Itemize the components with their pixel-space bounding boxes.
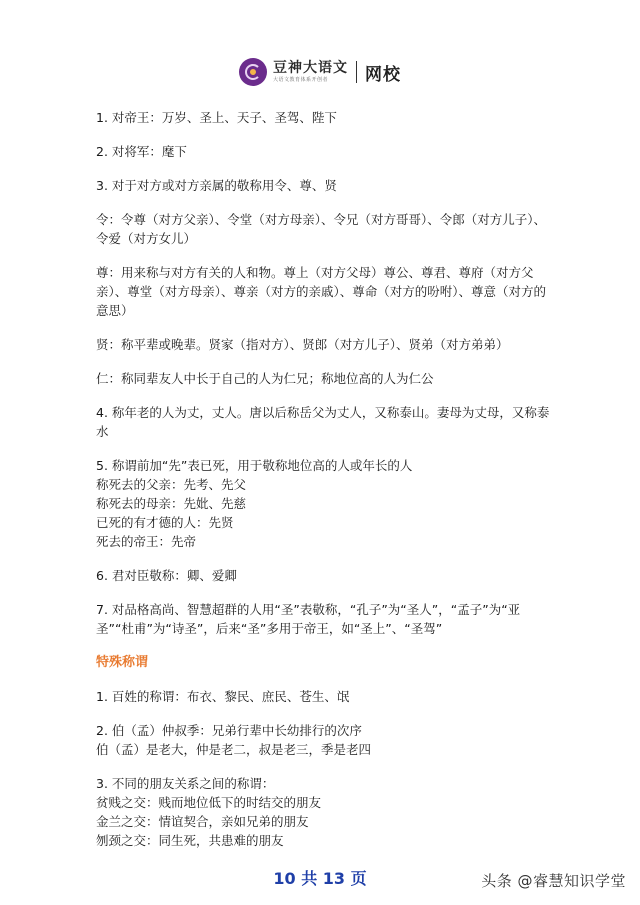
text-line: 令：令尊（对方父亲）、令堂（对方母亲）、令兄（对方哥哥）、令郎（对方儿子）、令爱（对方女儿）: [96, 212, 547, 246]
brand-subtitle: 大语文教育体系开创者: [273, 77, 329, 83]
text-line: 仁：称同辈友人中长于自己的人为仁兄；称地位高的人为仁公: [96, 371, 434, 386]
paragraph: [96, 600, 556, 638]
watermark: 头条 @睿慧知识学堂: [481, 872, 626, 890]
header-divider: [356, 61, 357, 83]
text-line: 贫贱之交：贱而地位低下的时结交的朋友: [96, 795, 322, 810]
text-line: 3. 对于对方或对方亲属的敬称用令、尊、贤: [96, 178, 337, 193]
text-line: 称死去的父亲：先考、先父: [96, 477, 247, 492]
paragraph: [96, 456, 556, 551]
text-line: 贤：称平辈或晚辈。贤家（指对方）、贤郎（对方儿子）、贤弟（对方弟弟）: [96, 337, 509, 352]
text-line: 2. 对将军：麾下: [96, 144, 187, 159]
paragraph: [96, 687, 556, 706]
section-title: 特殊称谓: [96, 655, 149, 670]
text-line: 金兰之交：情谊契合，亲如兄弟的朋友: [96, 814, 309, 829]
text-line: 尊：用来称与对方有关的人和物。尊上（对方父母）尊公、尊君、尊府（对方父亲）、尊堂（对方母亲）、尊亲（对方的亲戚）、尊命（对方的吩咐）、尊意（对方的意思）: [96, 265, 547, 318]
text-line: 3. 不同的朋友关系之间的称谓：: [96, 776, 275, 791]
text-line: 7. 对品格高尚、智慧超群的人用“圣”表敬称，“孔子”为“圣人”，“孟子”为“亚圣”“杜甫”为“诗圣”，后来“圣”多用于帝王，如“圣上”、“圣驾”: [96, 602, 521, 636]
document-body: [96, 108, 556, 865]
paragraph: [96, 263, 556, 320]
paragraph: [96, 403, 556, 441]
text-line: 2. 伯（孟）仲叔季：兄弟行辈中长幼排行的次序: [96, 723, 362, 738]
text-line: 4. 称年老的人为丈，丈人。唐以后称岳父为丈人，又称泰山。妻母为丈母，又称泰水: [96, 405, 550, 439]
paragraph: [96, 335, 556, 354]
paragraph: [96, 210, 556, 248]
brand-logo-icon: [239, 58, 267, 86]
page-number: 10 共 13 页: [273, 869, 367, 888]
brand: [273, 61, 348, 83]
text-line: 6. 君对臣敬称：卿、爱卿: [96, 568, 237, 583]
brand-name: 豆神大语文: [273, 60, 348, 76]
paragraph: [96, 142, 556, 161]
school-label: 网校: [365, 64, 401, 85]
paragraph: [96, 108, 556, 127]
text-line: 1. 对帝王：万岁、圣上、天子、圣驾、陛下: [96, 110, 337, 125]
text-line: 已死的有才德的人：先贤: [96, 515, 234, 530]
paragraph: [96, 369, 556, 388]
text-line: 伯（孟）是老大，仲是老二，叔是老三，季是老四: [96, 742, 372, 757]
text-line: 5. 称谓前加“先”表已死，用于敬称地位高的人或年长的人: [96, 458, 413, 473]
paragraph-list: [96, 108, 556, 638]
paragraph: [96, 566, 556, 585]
header: [0, 52, 640, 92]
paragraph: [96, 774, 556, 850]
text-line: 1. 百姓的称谓：布衣、黎民、庶民、苍生、氓: [96, 689, 350, 704]
paragraph: [96, 721, 556, 759]
section-paragraph-list: [96, 687, 556, 850]
text-line: 称死去的母亲：先妣、先慈: [96, 496, 247, 511]
text-line: 死去的帝王：先帝: [96, 534, 197, 549]
text-line: 刎颈之交：同生死，共患难的朋友: [96, 833, 284, 848]
paragraph: [96, 176, 556, 195]
